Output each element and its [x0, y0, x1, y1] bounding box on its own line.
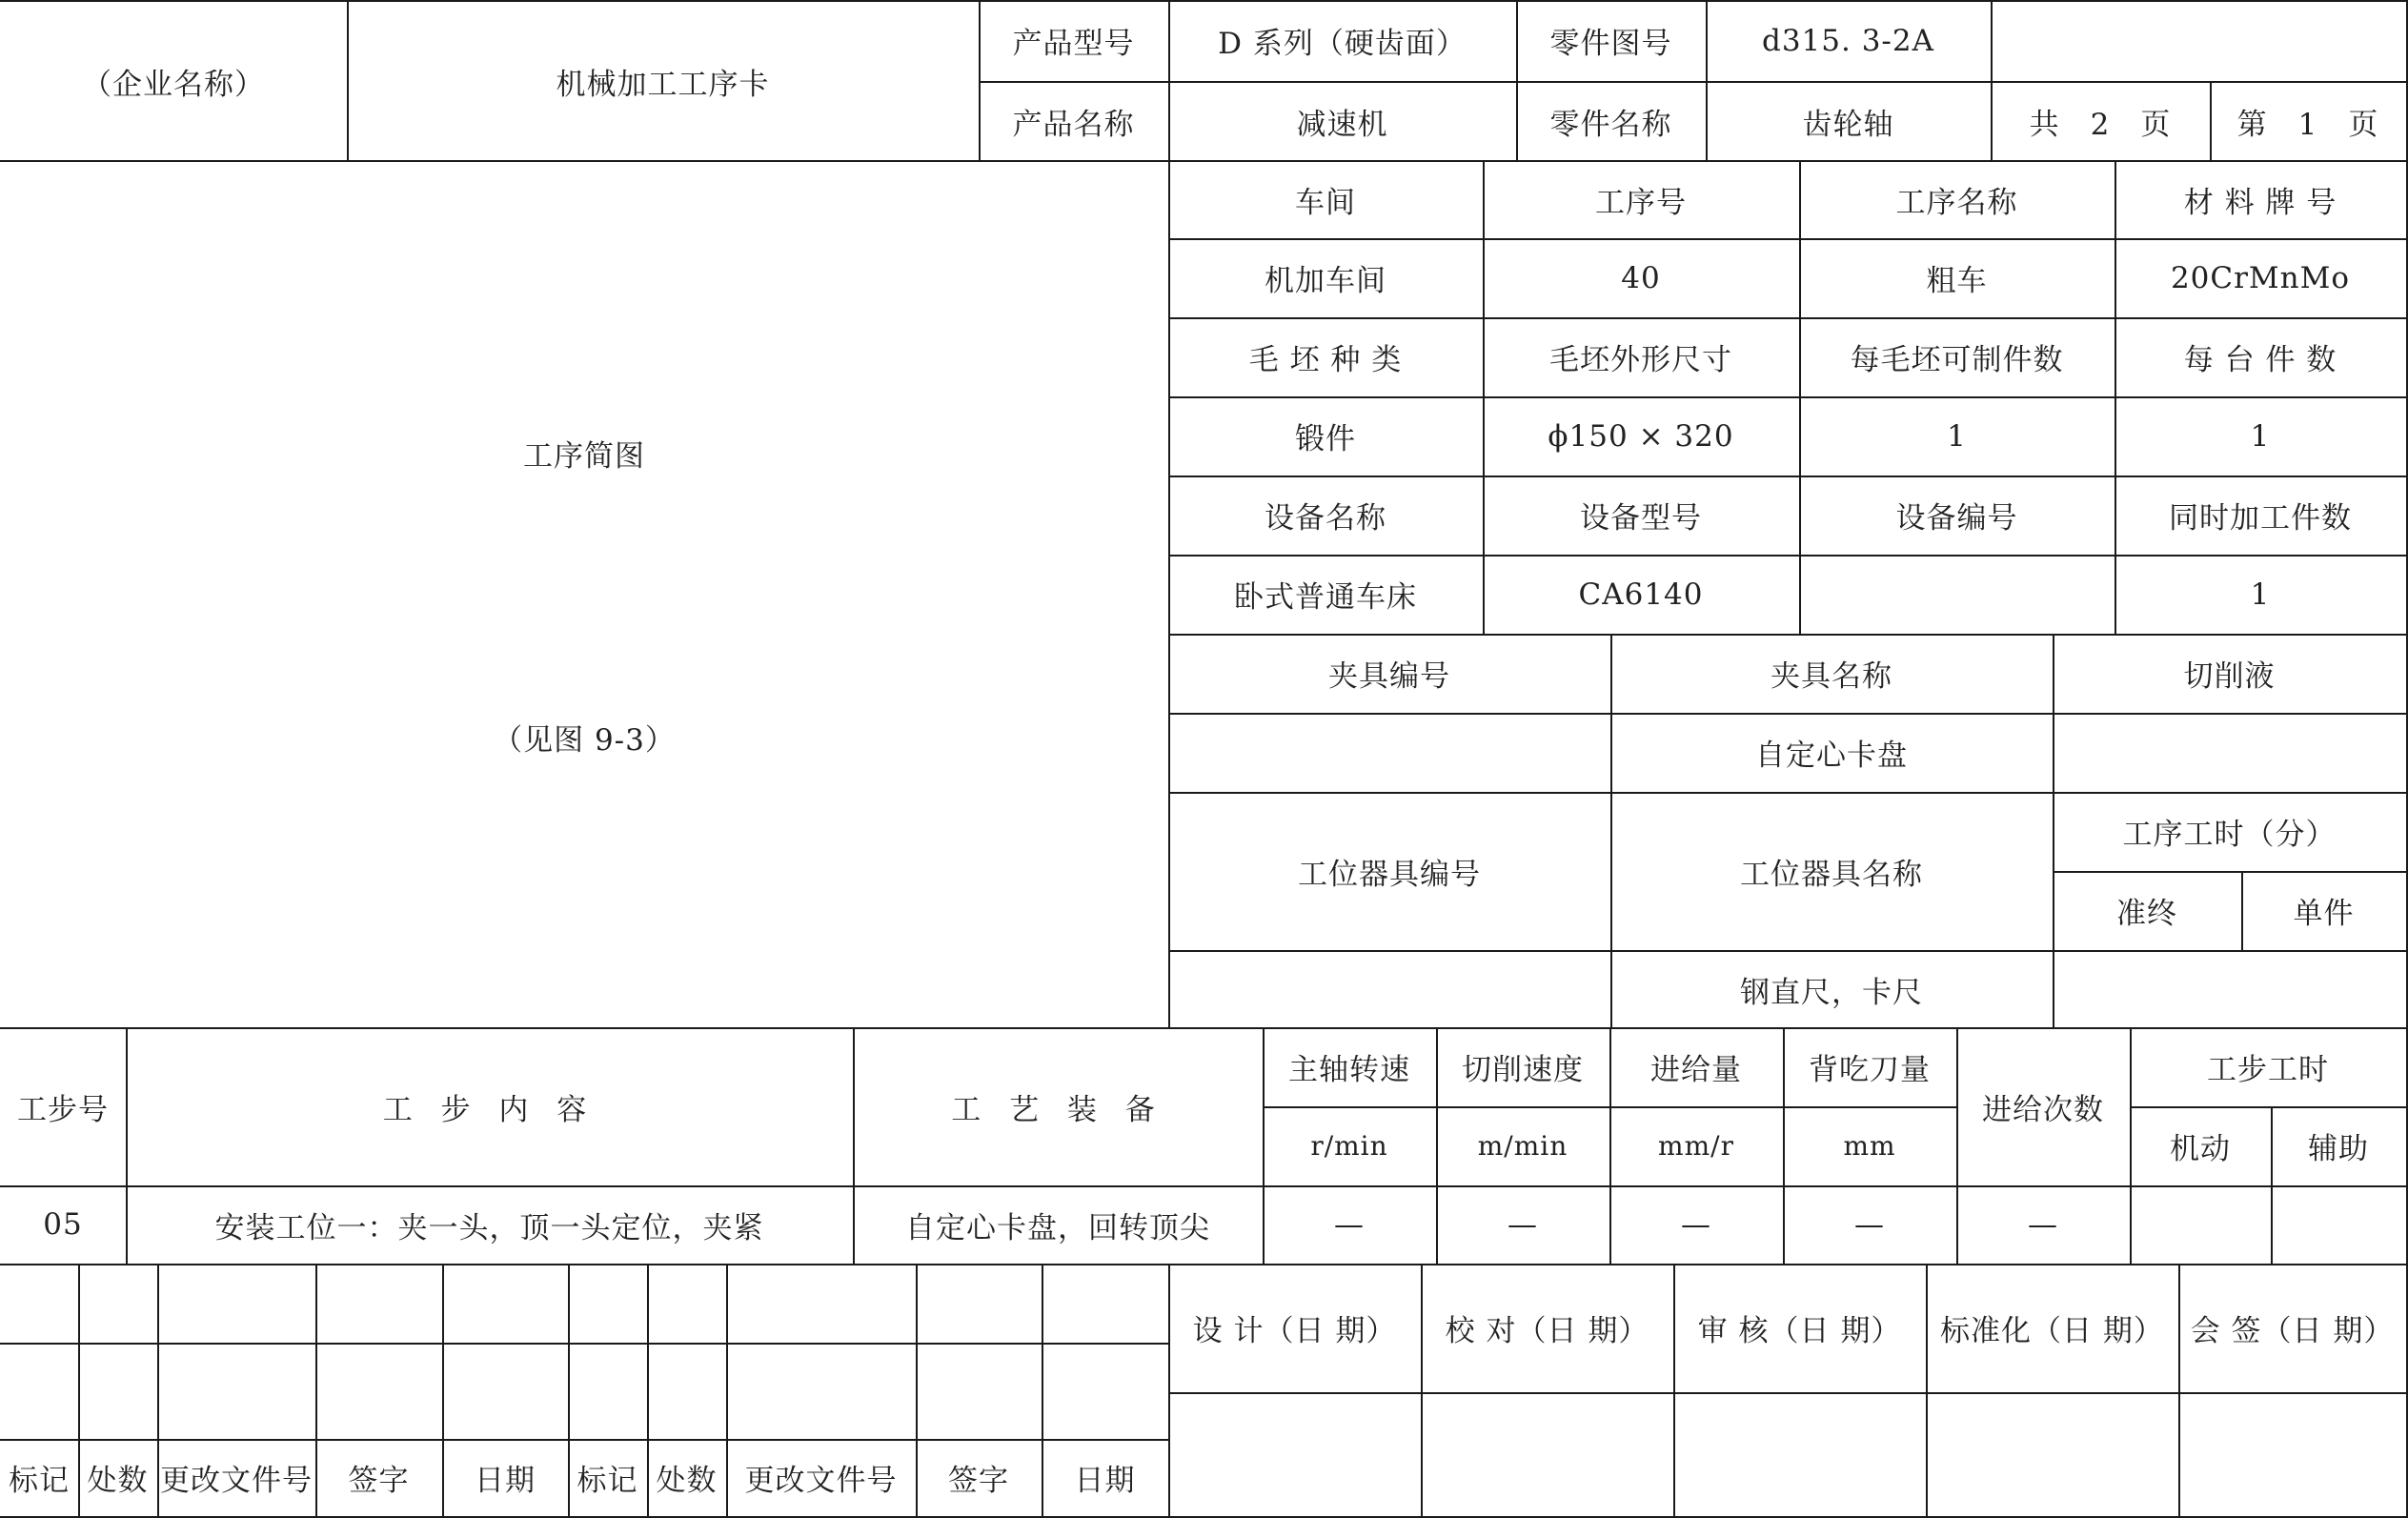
spindle-speed-header: 主轴转速	[1288, 1053, 1410, 1087]
coolant-value	[2053, 713, 2406, 792]
check-date-label: 校 对（日 期）	[1445, 1314, 1649, 1348]
mark-label-1: 标记	[9, 1464, 70, 1498]
blank-type-label: 毛 坯 种 类	[1248, 343, 1403, 377]
workshop-value: 机加车间	[1265, 264, 1386, 298]
op-time-label: 工序工时（分）	[2122, 818, 2337, 852]
standardization-date-label: 标准化（日 期）	[1940, 1314, 2164, 1348]
coolant-label: 切削液	[2183, 659, 2276, 694]
parts-per-blank-value: 1	[1947, 418, 1967, 454]
equip-model-label: 设备型号	[1580, 501, 1702, 536]
product-model-value: D 系列（硬齿面）	[1218, 27, 1467, 61]
depth-unit: mm	[1843, 1130, 1896, 1162]
passes-header: 进给次数	[1982, 1092, 2104, 1127]
page-number: 第 1 页	[2236, 108, 2379, 142]
change-doc-label-2: 更改文件号	[744, 1464, 898, 1498]
part-name-label: 零件名称	[1549, 108, 1672, 142]
aux-time-header: 辅助	[2308, 1132, 2369, 1166]
parts-per-unit-label: 每 台 件 数	[2183, 343, 2337, 377]
fixture-name-value: 自定心卡盘	[1755, 739, 1908, 773]
sketch-reference: （见图 9-3）	[493, 722, 676, 758]
blank-size-value: ϕ150 × 320	[1548, 418, 1734, 454]
material-value: 20CrMnMo	[2170, 260, 2351, 295]
mark-label-2: 标记	[577, 1464, 638, 1498]
company-name: （企业名称）	[82, 67, 265, 102]
count-label-1: 处数	[87, 1464, 149, 1498]
step-no-header: 工步号	[17, 1092, 109, 1127]
station-tool-no-label: 工位器具编号	[1298, 857, 1481, 892]
count-label-2: 处数	[656, 1464, 718, 1498]
feed-header: 进给量	[1650, 1053, 1742, 1087]
equip-no-label: 设备编号	[1895, 501, 2018, 536]
step-time-header: 工步工时	[2207, 1053, 2329, 1087]
card-title: 机械加工工序卡	[556, 67, 770, 102]
sign-label-2: 签字	[948, 1464, 1009, 1498]
blank-size-label: 毛坯外形尺寸	[1549, 343, 1732, 377]
parts-per-blank-label: 每毛坯可制件数	[1850, 343, 2064, 377]
grid-line	[1168, 1392, 2408, 1394]
fixture-no-value	[1168, 713, 1610, 792]
process-equipment-header: 工 艺 装 备	[951, 1092, 1164, 1127]
feed-cell: —	[1681, 1207, 1711, 1242]
op-name-label: 工序名称	[1895, 185, 2018, 220]
product-name-value: 减速机	[1296, 108, 1388, 142]
part-drawing-value: d315. 3-2A	[1761, 23, 1935, 58]
op-no-value: 40	[1621, 260, 1661, 295]
depth-of-cut-cell: —	[1854, 1207, 1885, 1242]
design-date-label: 设 计（日 期）	[1192, 1314, 1397, 1348]
sketch-title: 工序简图	[523, 438, 645, 474]
machine-time-cell	[2130, 1185, 2271, 1264]
material-label: 材 料 牌 号	[2183, 185, 2337, 220]
grid-line	[0, 1343, 1168, 1345]
part-drawing-label: 零件图号	[1549, 27, 1672, 61]
step-no-cell: 05	[43, 1207, 83, 1242]
date-label-2: 日期	[1074, 1464, 1136, 1498]
date-label-1: 日期	[475, 1464, 536, 1498]
aux-time-cell	[2271, 1185, 2406, 1264]
unit-time-label: 单件	[2293, 897, 2355, 931]
depth-of-cut-header: 背吃刀量	[1809, 1053, 1931, 1087]
step-content-cell: 安装工位一：夹一头，顶一头定位，夹紧	[214, 1210, 764, 1245]
machine-time-header: 机动	[2170, 1132, 2231, 1166]
parts-per-unit-value: 1	[2250, 418, 2271, 454]
sign-label-1: 签字	[348, 1464, 410, 1498]
cutting-speed-cell: —	[1508, 1207, 1538, 1242]
total-pages: 共 2 页	[2029, 108, 2172, 142]
op-no-label: 工序号	[1595, 185, 1687, 220]
equip-name-label: 设备名称	[1265, 501, 1386, 536]
station-tool-name-value: 钢直尺，卡尺	[1740, 976, 1923, 1010]
countersign-date-label: 会 签（日 期）	[2190, 1314, 2395, 1348]
part-name-value: 齿轮轴	[1802, 108, 1894, 142]
product-name-label: 产品名称	[1012, 108, 1135, 142]
equip-name-value: 卧式普通车床	[1234, 580, 1417, 615]
cutting-speed-header: 切削速度	[1462, 1053, 1584, 1087]
station-tool-name-label: 工位器具名称	[1740, 857, 1923, 892]
spindle-unit: r/min	[1310, 1130, 1388, 1162]
equip-model-value: CA6140	[1578, 577, 1704, 612]
fixture-name-label: 夹具名称	[1771, 659, 1892, 694]
simul-parts-label: 同时加工件数	[2169, 501, 2352, 536]
blank-type-value: 锻件	[1295, 422, 1356, 456]
workshop-label: 车间	[1295, 185, 1356, 220]
op-name-value: 粗车	[1926, 264, 1988, 298]
spindle-speed-cell: —	[1334, 1207, 1365, 1242]
equip-no-value	[1799, 555, 2115, 634]
review-date-label: 审 核（日 期）	[1697, 1314, 1902, 1348]
step-content-header: 工 步 内 容	[382, 1092, 597, 1127]
speed-unit: m/min	[1477, 1130, 1568, 1162]
feed-unit: mm/r	[1658, 1130, 1734, 1162]
simul-parts-value: 1	[2250, 577, 2271, 612]
passes-cell: —	[2028, 1207, 2058, 1242]
prep-time-label: 准终	[2116, 897, 2177, 931]
product-model-label: 产品型号	[1012, 27, 1135, 61]
fixture-no-label: 夹具编号	[1328, 659, 1450, 694]
change-doc-label-1: 更改文件号	[160, 1464, 313, 1498]
step-equipment-cell: 自定心卡盘，回转顶尖	[905, 1210, 1210, 1245]
